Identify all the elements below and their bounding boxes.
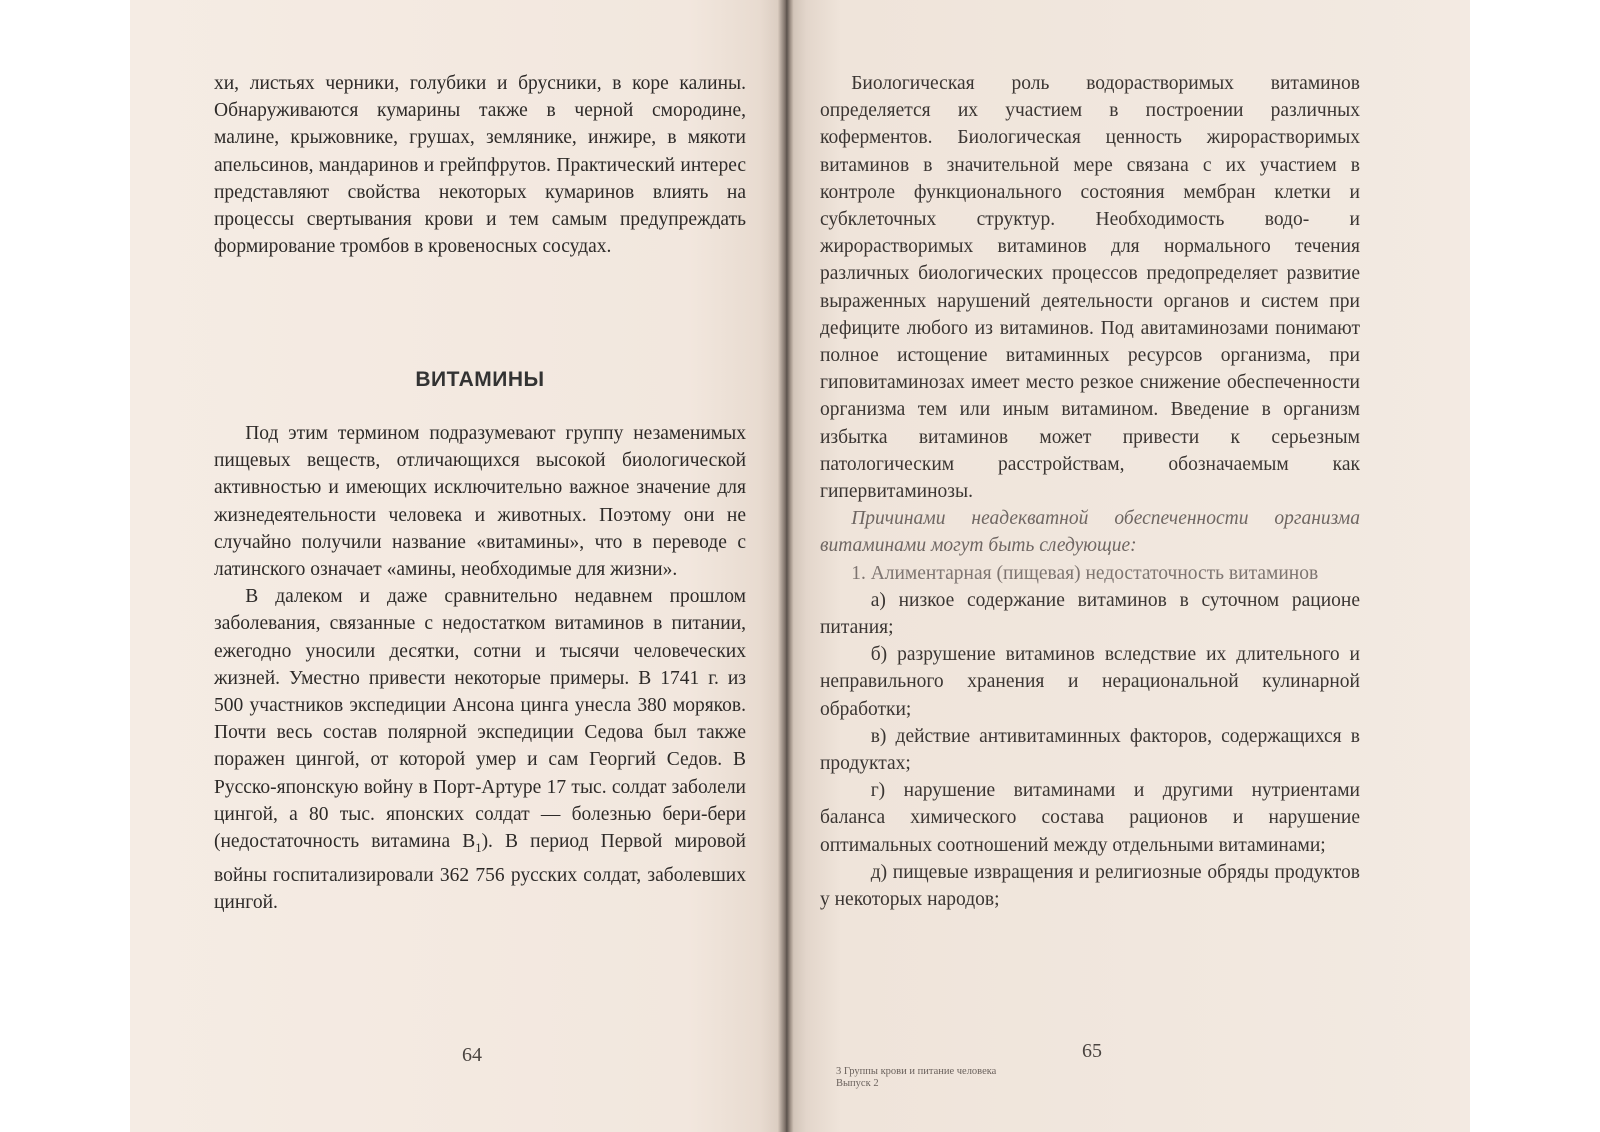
section-heading: ВИТАМИНЫ [415,368,545,391]
paragraph-text: В далеком и даже сравнительно недавнем прошлом заболевания, связанные с недостатком витаминов в питании, ежегодно уносили десятки, сотни и тысячи человеческих жизней. Уместно привести некоторые примеры. В 1741 г. из 500 участников экспедиции Ансона цинга унесла 380 моряков. Почти весь состав полярной экспедиции Седова был также поражен цингой, от которой умер и сам Георгий Седов. В Русско-японскую войну в Порт-Артуре 17 тыс. солдат заболели цингой, а 80 тыс. японских солдат — болезнью бери-бери (недостаточность витамина В [214,586,746,853]
footer-note [836,1066,1136,1090]
left-text-body [214,420,746,917]
list-item: д) пищевые извращения и религиозные обряды продуктов у некоторых народов; [820,861,1360,911]
book-spread [130,0,1470,1132]
paragraph: хи, листьях черники, голубики и брусники, в коре калины. Обнаруживаются кумарины также в черной смородине, малине, крыжовнике, грушах, землянике, инжире, в мякоти апельсинов, мандаринов и грейпфрутов. Практический интерес представляют свойства некоторых кумаринов влиять на процессы свертывания крови и тем самым предупреждать формирование тромбов в кровеносных сосудах. [214,73,746,258]
paragraph [214,583,746,916]
page-number: 64 [462,1044,482,1066]
subscript: 1 [475,840,482,855]
right-text [820,70,1360,913]
footer-line: Выпуск 2 [836,1078,879,1089]
list-item: в) действие антивитаминных факторов, содержащихся в продуктах; [820,725,1360,775]
paragraph-italic: Причинами неадекватной обеспеченности организма витаминами могут быть следующие: [820,508,1360,557]
paragraph: Под этим термином подразумевают группу незаменимых пищевых веществ, отличающихся высокой биологической активностью и имеющих исключительно важное значение для жизнедеятельности человека и животных. Поэтому они не случайно получили название «витамины», что в переводе с латинского означает «амины, необходимые для жизни». [214,423,746,581]
book-spine [778,0,794,1132]
left-page [130,0,786,1132]
paragraph: Биологическая роль водорастворимых витаминов определяется их участием в построении различных коферментов. Биологическая ценность жирорастворимых витаминов в значительной мере связана с их участием в контроле функционального состояния мембран клетки и субклеточных структур. Необходимость водо- и жирорастворимых витаминов для нормального течения различных биологических процессов предопределяет развитие выраженных нарушений деятельности органов и систем при дефиците любого из витаминов. Под авитаминозами понимают полное истощение витаминных ресурсов организма, при гиповитаминозах имеет место резкое снижение обеспеченности организма тем или иным витамином. Введение в организм избытка витаминов может привести к серьезным патологическим расстройствам, обозначаемым как гипервитаминозы. [820,73,1360,503]
left-text-top [214,70,746,260]
paragraph-text: ). В период Первой мировой войны госпитализировали 362 756 русских солдат, заболевших цингой. [214,831,746,914]
page-number: 65 [1082,1040,1102,1062]
footer-line: 3 Группы крови и питание человека [836,1066,997,1077]
list-item: а) низкое содержание витаминов в суточном рационе питания; [820,589,1360,639]
list-item: г) нарушение витаминами и другими нутриентами баланса химического состава рационов и нарушение оптимальных соотношений между отдельными витаминами; [820,780,1360,856]
list-item: 1. Алиментарная (пищевая) недостаточность витаминов [851,562,1319,584]
list-item: б) разрушение витаминов вследствие их длительного и неправильного хранения и нерациональной кулинарной обработки; [820,644,1360,720]
